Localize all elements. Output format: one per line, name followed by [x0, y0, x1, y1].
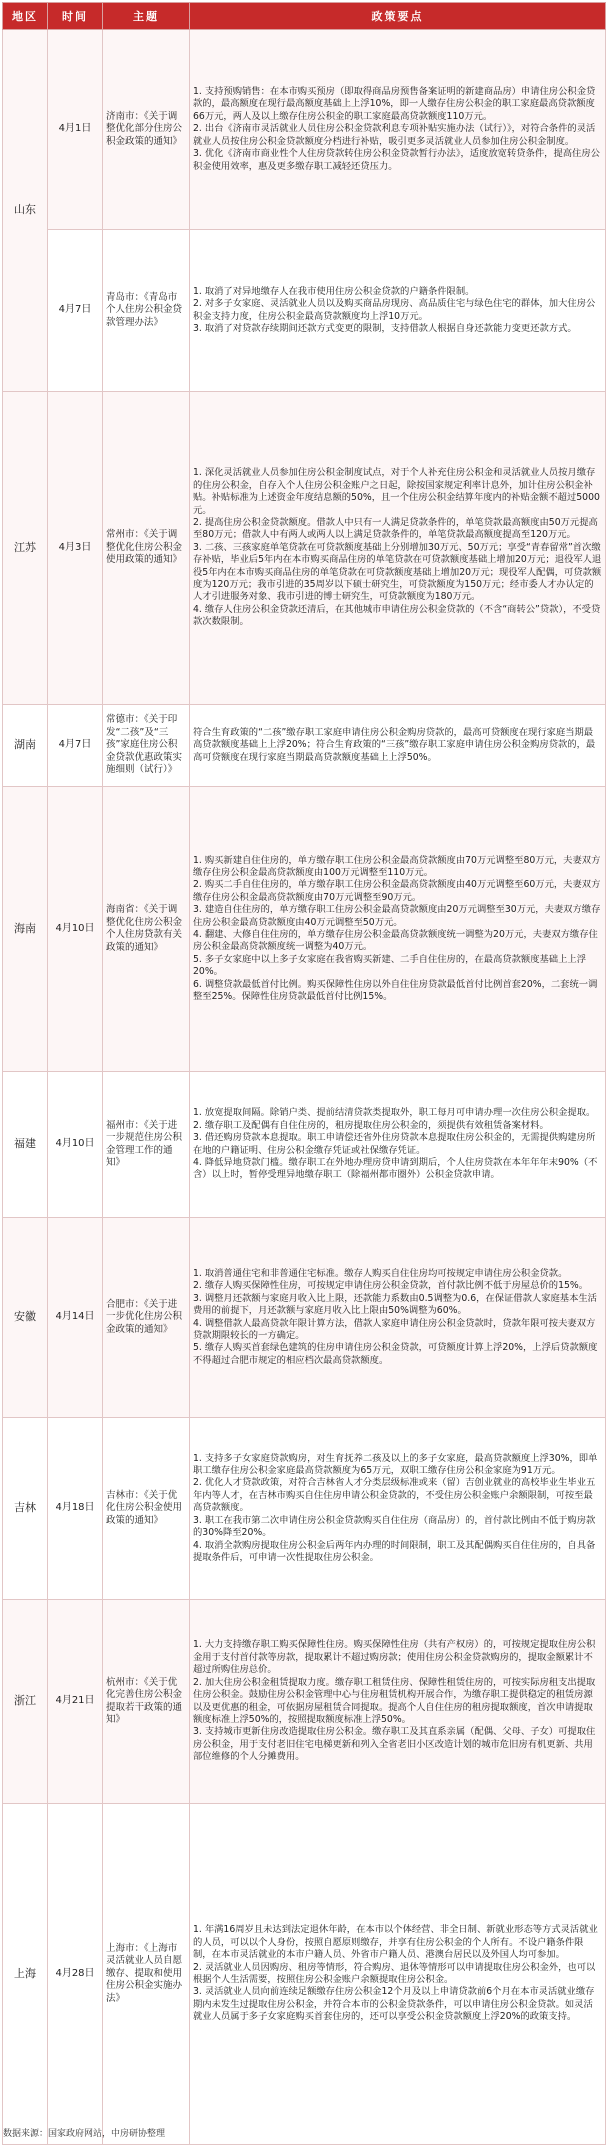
- theme-cell: 济南市：《关于调整优化部分住房公积金政策的通知》: [103, 30, 190, 230]
- region-cell: 安徽: [3, 1218, 48, 1418]
- table-row: [3, 230, 606, 392]
- policy-point: 2. 缴存职工及配偶有自住住房的，租房提取住房公积金的，须提供有效租赁备案材料。: [193, 1119, 549, 1131]
- policy-point: 5. 缴存人购买首套绿色建筑的住房申请住房公积金贷款，可贷额度计算上浮20%，上浮后贷款额度不得超过合肥市规定的相应档次最高贷款额度。: [193, 1342, 598, 1366]
- region-cell: 山东: [3, 30, 48, 392]
- points-cell: [190, 1072, 606, 1218]
- policy-point: 1. 支持多子女家庭贷款购房，对生育抚养二孩及以上的多子女家庭，最高贷款额度上浮30%，即单职工缴存住房公积金家庭最高贷款额度为65万元，双职工缴存住房公积金家庭为91万元。: [193, 1452, 598, 1477]
- theme-cell: 青岛市：《青岛市个人住房公积金贷款管理办法》: [103, 230, 190, 392]
- theme-cell: 常州市：《关于调整优化住房公积金使用政策的通知》: [103, 392, 190, 705]
- policy-point: 4. 降低异地贷款门槛。缴存职工在外地办理房贷申请到期后，个人住房贷款在本年年年末90%（不含）以上时，暂停受理异地缴存职工（除福州都市圈外）公积金贷款申请。: [193, 1156, 598, 1181]
- theme-cell: 上海市：《上海市灵活就业人员自愿缴存、提取和使用住房公积金实施办法》: [103, 1804, 190, 2145]
- policy-point: 2. 灵活就业人员因购房、租房等情形，符合购房、退休等情形可以申请提取住房公积金外，也可以根据个人生活需要，按照住房公积金账户余额提取住房公积金。: [193, 1961, 596, 1985]
- theme-cell: 福州市：《关于进一步规范住房公积金管理工作的通知》: [103, 1072, 190, 1218]
- policy-point: 3. 优化《济南市商业性个人住房贷款转住房公积金贷款暂行办法》，适度放宽转贷条件，提高住房公积金使用效率，惠及更多缴存职工减轻还贷压力。: [193, 148, 600, 172]
- policy-point: 4. 取消全款购房提取住房公积金后两年内办理的时间限制，职工及其配偶购买自住住房的，自具备提取条件后，可申请一次性提取住房公积金。: [193, 1539, 596, 1563]
- policy-point: 4. 缴存人住房公积金贷款还清后，在其他城市申请住房公积金贷款的（不含“商转公”贷款），不受贷款次数限制。: [193, 603, 601, 628]
- date-cell: 4月7日: [48, 230, 103, 392]
- date-cell: 4月10日: [48, 787, 103, 1072]
- table-row: [3, 392, 606, 705]
- region-cell: 海南: [3, 787, 48, 1072]
- date-cell: 4月14日: [48, 1218, 103, 1418]
- policy-point: 6. 调整贷款最低首付比例。购买保障性住房以外自住住房贷款最低首付比例首套20%，二套统一调整至25%。保障性住房贷款最低首付比例15%。: [193, 978, 598, 1003]
- theme-cell: 海南省：《关于调整优化住房公积金个人住房贷款有关政策的通知》: [103, 787, 190, 1072]
- header-theme: 主题: [103, 3, 190, 30]
- region-cell: 湖南: [3, 705, 48, 787]
- policy-point: 2. 购买二手自住住房的，单方缴存职工住房公积金最高贷款额度由40万元调整至60万元，夫妻双方缴存住房公积金最高贷款额度由70万元调整至90万元。: [193, 879, 601, 903]
- date-cell: 4月21日: [48, 1600, 103, 1804]
- policy-point: 2. 出台《济南市灵活就业人员住房公积金贷款利息专项补贴实施办法（试行）》，对符合条件的灵活就业人员按住房公积金贷款额度分档进行补贴，吸引更多灵活就业人员参加住房公积金制度。: [193, 123, 596, 147]
- policy-point: 1. 支持预购销售：在本市购买预房（即取得商品房预售备案证明的新建商品房）申请住房公积金贷款的，最高额度在现行最高额度基础上上浮10%，即一人缴存住房公积金的职工家庭最高贷款额度66万元，两人及以上缴存住房公积金的职工家庭最高贷款额度110万元。: [193, 86, 596, 122]
- policy-point: 符合生育政策的“二孩”缴存职工家庭申请住房公积金购房贷款的，最高可贷额度在现行家庭当期最高贷款额度基础上上浮20%；符合生育政策的“三孩”缴存职工家庭申请住房公积金购房贷款的，最高可贷额度在现行家庭当期最高贷款额度基础上上浮50%。: [193, 726, 596, 763]
- points-cell: [190, 392, 606, 705]
- points-cell: [190, 30, 606, 230]
- points-cell: [190, 1218, 606, 1418]
- policy-point: 1. 取消了对异地缴存人在我市使用住房公积金贷款的户籍条件限制。: [193, 285, 475, 297]
- policy-point: 2. 提高住房公积金贷款额度。借款人中只有一人满足贷款条件的，单笔贷款最高额度由50万元提高至80万元；借款人中有两人或两人以上满足贷款条件的，单笔贷款最高额度提高至120万元。: [193, 516, 598, 541]
- header-region: 地区: [3, 3, 48, 30]
- policy-table: [2, 2, 606, 2145]
- points-cell: [190, 1418, 606, 1600]
- theme-cell: 常德市：《关于印发“二孩”及“三孩”家庭住房公积金贷款优惠政策实施细则（试行）》: [103, 705, 190, 787]
- policy-point: 1. 放宽提取间隔。除销户类、提前结清贷款类提取外，职工每月可申请办理一次住房公积金提取。: [193, 1107, 596, 1119]
- policy-point: 2. 对多子女家庭、灵活就业人员以及购买商品房现房、高品质住宅与绿色住宅的群体，加大住房公积金支持力度，住房公积金最高贷款额度均上浮10万元。: [193, 298, 596, 322]
- points-cell: [190, 1804, 606, 2145]
- table-row: [3, 1218, 606, 1418]
- policy-point: 1. 大力支持缴存职工购买保障性住房。购买保障性住房（共有产权房）的，可按规定提取住房公积金用于支付首付款等房款，提取累计不超过购房款；使用住房公积金贷款购房的，提取金额累计不超过所购住房总价。: [193, 1639, 596, 1676]
- region-cell: 浙江: [3, 1600, 48, 1804]
- policy-point: 1. 购买新建自住住房的，单方缴存职工住房公积金最高贷款额度由70万元调整至80万元，夫妻双方缴存住房公积金最高贷款额度由100万元调整至110万元。: [193, 854, 601, 878]
- source-note: 数据来源：国家政府网站，中房研协整理: [3, 2129, 166, 2139]
- theme-cell: 杭州市：《关于优化完善住房公积金提取若干政策的通知》: [103, 1600, 190, 1804]
- policy-point: 3. 灵活就业人员向前连续足额缴存住房公积金12个月及以上申请贷款前6个月在本市灵活就业缴存期内未发生过提取住房公积金，并符合本市的公积金贷款条件，可以申请住房公积金贷款。如灵活就业人员属于多子女家庭购买首套住房的，还可以享受公积金贷款额度上浮20%的政策支持。: [193, 1986, 595, 2023]
- policy-point: 3. 借还购房贷款本息提取。职工申请偿还省外住房贷款本息提取住房公积金的，无需提供购建房所在地的户籍证明、住房公积金缴存凭证或社保缴存凭证。: [193, 1132, 596, 1156]
- policy-point: 4. 调整借款人最高贷款年限计算方法，借款人家庭申请住房公积金贷款时，贷款年限可按夫妻双方贷款期限较长的一方确定。: [193, 1317, 596, 1341]
- policy-point: 4. 翻建、大修自住住房的，单方缴存住房公积金最高贷款额度统一调整为20万元，夫妻双方缴存住房公积金最高贷款额度统一调整为40万元。: [193, 929, 598, 953]
- points-cell: [190, 230, 606, 392]
- region-cell: 江苏: [3, 392, 48, 705]
- policy-point: 3. 建造自住住房的，单方缴存职工住房公积金最高贷款额度由20万元调整至30万元，夫妻双方缴存住房公积金最高贷款额度由40万元调整至50万元。: [193, 904, 601, 928]
- header-points: 政策要点: [190, 3, 606, 30]
- table-row: [3, 787, 606, 1072]
- region-cell: 上海: [3, 1804, 48, 2145]
- table-row: [3, 1418, 606, 1600]
- table-row: [3, 1804, 606, 2145]
- theme-cell: 吉林市：《关于优化住房公积金使用政策的通知》: [103, 1418, 190, 1600]
- policy-point: 5. 多子女家庭中以上多子女家庭在我省购买新建、二手自住住房的，在最高贷款额度基础上上浮20%。: [193, 953, 586, 978]
- table-row: [3, 705, 606, 787]
- points-cell: [190, 787, 606, 1072]
- points-cell: [190, 705, 606, 787]
- date-cell: 4月18日: [48, 1418, 103, 1600]
- policy-point: 2. 缴存人购买保障性住房，可按规定申请住房公积金贷款，首付款比例不低于房屋总价的15%。: [193, 1280, 589, 1292]
- region-cell: 吉林: [3, 1418, 48, 1600]
- policy-point: 3. 支持城市更新住房改造提取住房公积金。缴存职工及其直系亲属（配偶、父母、子女）可提取住房公积金，用于支付老旧住宅电梯更新和列入全省老旧小区改造计划的城市危旧房有机更新、共用部位维修的个人分摊费用。: [193, 1726, 596, 1763]
- policy-point: 1. 年满16周岁且未达到法定退休年龄，在本市以个体经营、非全日制、新就业形态等方式灵活就业的人员，可以以个人身份，按照自愿原则缴存，并享有住房公积金的个人所有。不设户籍条件限制，在本市灵活就业的本市户籍人员、外省市户籍人员、港澳台居民以及外国人均可参加。: [193, 1924, 598, 1961]
- table-row: [3, 30, 606, 230]
- table-row: [3, 1600, 606, 1804]
- policy-point: 1. 深化灵活就业人员参加住房公积金制度试点，对于个人补充住房公积金和灵活就业人员按月缴存的住房公积金，自存入个人住房公积金账户之日起，除按国家规定利率计息外，加计住房公积金补贴。补贴标准为上述资金年度结息额的50%，且一个住房公积金结算年度内的补贴金额不超过5000元。: [193, 467, 600, 516]
- policy-point: 3. 调整月还款额与家庭月收入比上限，还款能力系数由0.5调整为0.6，在保证借款人家庭基本生活费用的前提下，月还款额与家庭月收入比上限由50%调整为60%。: [193, 1292, 597, 1317]
- date-cell: 4月10日: [48, 1072, 103, 1218]
- policy-point: 3. 二孩、三孩家庭单笔贷款在可贷款额度基础上分别增加30万元、50万元；享受“青春留常”首次缴存补贴，毕业后5年内在本市购买商品住房的单笔贷款在可贷款额度基础上增加20万元；退役军人退役5年内在本市购买商品住房的单笔贷款在可贷款额度基础上增加20万元；现役军人配偶，可贷款额度为120万元；我市引进的35周岁以下硕士研究生，可贷款额度为150万元；经市委人才办认定的人才引进服务对象、我市引进的博士研究生，可贷款额度为180万元。: [193, 541, 602, 603]
- header-row: [3, 3, 606, 30]
- date-cell: 4月28日: [48, 1804, 103, 2145]
- policy-point: 3. 取消了对贷款存续期间还款方式变更的限制，支持借款人根据自身还款能力变更还款方式。: [193, 322, 577, 334]
- theme-cell: 合肥市：《关于进一步优化住房公积金政策的通知》: [103, 1218, 190, 1418]
- header-date: 时间: [48, 3, 103, 30]
- date-cell: 4月1日: [48, 30, 103, 230]
- points-cell: [190, 1600, 606, 1804]
- policy-point: 3. 职工在我市第二次申请住房公积金贷款购买自住住房（商品房）的，首付款比例由不低于购房款的30%降至20%。: [193, 1514, 596, 1539]
- policy-point: 2. 优化人才贷款政策，对符合吉林省人才分类层级标准或来（留）吉创业就业的高校毕业生毕业五年内等人才，在吉林市购买自住住房申请公积金贷款的，不受住房公积金账户余额限制，可按至最高贷款额度。: [193, 1477, 596, 1514]
- region-cell: 福建: [3, 1072, 48, 1218]
- policy-point: 2. 加大住房公积金租赁提取力度。缴存职工租赁住房、保障性租赁住房的，可按实际房租支出提取住房公积金。鼓励住房公积金管理中心与住房租赁机构开展合作，为缴存职工提供稳定的租赁房源以及更优惠的租金，可依据房屋租赁合同提取。提高个人自住住房的租房提取额度，首次申请提取额度标准上浮50%的，按照提取额度标准上浮50%。: [193, 1676, 596, 1725]
- date-cell: 4月7日: [48, 705, 103, 787]
- policy-point: 1. 取消普通住宅和非普通住宅标准。缴存人购买自住住房均可按规定申请住房公积金贷款。: [193, 1267, 568, 1279]
- table-row: [3, 1072, 606, 1218]
- date-cell: 4月3日: [48, 392, 103, 705]
